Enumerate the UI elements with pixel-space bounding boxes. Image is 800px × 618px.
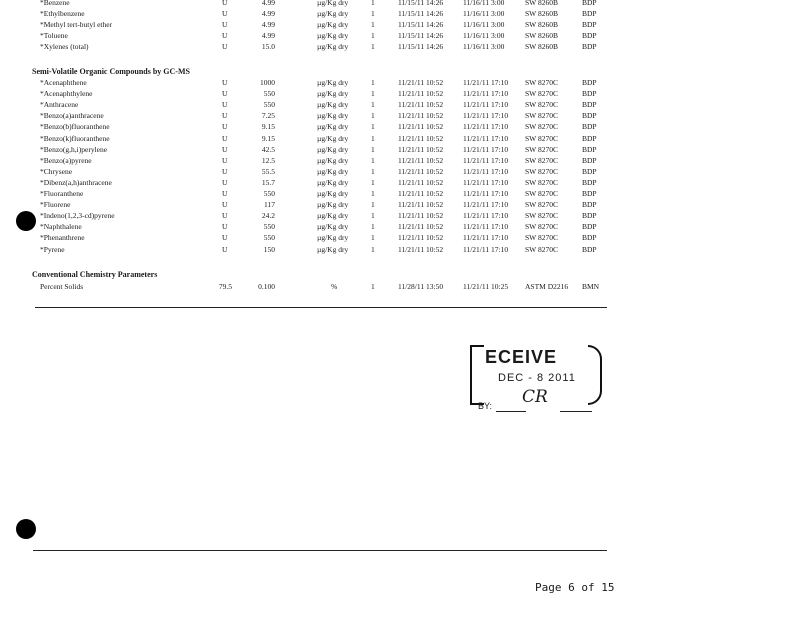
analyzed-date: 11/21/11 17:10 <box>463 144 509 154</box>
units: µg/Kg dry <box>317 200 349 210</box>
reporting-limit: 4.99 <box>261 20 275 29</box>
units: µg/Kg dry <box>317 244 349 254</box>
method: SW 8270C <box>525 200 558 210</box>
qualifier: U <box>222 42 228 51</box>
table-row <box>0 77 800 88</box>
analyte-name: *Fluoranthene <box>40 189 84 198</box>
method: SW 8260B <box>525 42 558 51</box>
qualifier: U <box>222 211 228 221</box>
table-row <box>0 30 800 41</box>
prepared-date: 11/21/11 10:52 <box>398 177 444 187</box>
qualifier: U <box>222 111 228 121</box>
analyzed-date: 11/21/11 17:10 <box>463 189 509 198</box>
qualifier: U <box>222 144 228 154</box>
reporting-limit: 4.99 <box>261 31 275 40</box>
dilution: 1 <box>371 155 375 165</box>
reporting-limit: 15.7 <box>261 177 275 187</box>
method: SW 8270C <box>525 89 558 99</box>
analyst: BDP <box>582 20 597 29</box>
analyst: BDP <box>582 166 597 176</box>
dilution: 1 <box>371 20 375 29</box>
reporting-limit: 550 <box>263 89 275 99</box>
analyte-name: *Fluorene <box>40 200 71 210</box>
method: SW 8270C <box>525 155 558 165</box>
dilution: 1 <box>371 0 375 7</box>
analyst: BDP <box>582 111 597 121</box>
qualifier: U <box>222 100 228 110</box>
table-row <box>0 177 800 188</box>
qualifier: U <box>222 133 228 143</box>
dilution: 1 <box>371 31 375 40</box>
analyte-name: *Benzo(a)anthracene <box>40 111 104 121</box>
method: SW 8260B <box>525 31 558 40</box>
table-row <box>0 244 800 255</box>
analyte-name: *Ethylbenzene <box>40 9 85 18</box>
method: SW 8270C <box>525 111 558 121</box>
analyzed-date: 11/21/11 17:10 <box>463 211 509 221</box>
analyst: BDP <box>582 177 597 187</box>
stamp-word: ECEIVE <box>485 347 558 367</box>
table-row <box>0 121 800 132</box>
units: µg/Kg dry <box>317 189 349 198</box>
stamp-date: DEC - 8 2011 <box>498 372 576 384</box>
prepared-date: 11/21/11 10:52 <box>398 133 444 143</box>
analyst: BDP <box>582 9 597 18</box>
analyte-name: *Naphthalene <box>40 222 82 232</box>
reporting-limit: 550 <box>263 222 275 232</box>
prepared-date: 11/21/11 10:52 <box>398 89 444 99</box>
analyst: BDP <box>582 31 597 40</box>
table-row <box>0 99 800 110</box>
analyte-name: *Benzene <box>40 0 70 7</box>
dilution: 1 <box>371 9 375 18</box>
method: SW 8270C <box>525 222 558 232</box>
conventional-heading: Conventional Chemistry Parameters <box>32 270 158 279</box>
units: % <box>331 282 338 291</box>
table-row <box>0 133 800 144</box>
units: µg/Kg dry <box>317 211 349 221</box>
method: SW 8270C <box>525 144 558 154</box>
dilution: 1 <box>371 144 375 154</box>
analyte-name: *Benzo(k)fluoranthene <box>40 133 110 143</box>
table-row <box>0 8 800 19</box>
units: µg/Kg dry <box>317 89 349 99</box>
analyte-name: *Chrysene <box>40 166 73 176</box>
dilution: 1 <box>371 282 375 291</box>
qualifier: U <box>222 222 228 232</box>
method: SW 8270C <box>525 122 558 132</box>
method: SW 8270C <box>525 233 558 243</box>
table-row <box>0 144 800 155</box>
qualifier: U <box>222 20 228 29</box>
stamp-d-glyph <box>588 345 602 405</box>
reporting-limit: 42.5 <box>261 144 275 154</box>
analyst: BDP <box>582 155 597 165</box>
svoc-heading: Semi-Volatile Organic Compounds by GC-MS <box>32 67 190 76</box>
units: µg/Kg dry <box>317 78 349 87</box>
analyzed-date: 11/16/11 3:00 <box>463 0 505 7</box>
analyzed-date: 11/21/11 10:25 <box>463 282 509 291</box>
units: µg/Kg dry <box>317 233 349 243</box>
dilution: 1 <box>371 166 375 176</box>
prepared-date: 11/21/11 10:52 <box>398 222 444 232</box>
reporting-limit: 9.15 <box>261 133 275 143</box>
dilution: 1 <box>371 133 375 143</box>
units: µg/Kg dry <box>317 20 349 29</box>
analyst: BDP <box>582 42 597 51</box>
footer-rule <box>33 550 607 551</box>
analyzed-date: 11/21/11 17:10 <box>463 155 509 165</box>
dilution: 1 <box>371 177 375 187</box>
qualifier: U <box>222 9 228 18</box>
units: µg/Kg dry <box>317 0 349 7</box>
reporting-limit: 15.0 <box>261 42 275 51</box>
stamp-r-glyph <box>470 345 484 405</box>
qualifier: U <box>222 31 228 40</box>
dilution: 1 <box>371 244 375 254</box>
method: SW 8270C <box>525 211 558 221</box>
analyzed-date: 11/21/11 17:10 <box>463 133 509 143</box>
table-row <box>0 199 800 210</box>
reporting-limit: 24.2 <box>261 211 275 221</box>
prepared-date: 11/21/11 10:52 <box>398 211 444 221</box>
percent-solids-row <box>0 281 800 292</box>
qualifier: U <box>222 155 228 165</box>
dilution: 1 <box>371 122 375 132</box>
qualifier: U <box>222 177 228 187</box>
dilution: 1 <box>371 100 375 110</box>
units: µg/Kg dry <box>317 42 349 51</box>
analyst: BDP <box>582 89 597 99</box>
stamp-initials: CR <box>522 387 548 407</box>
dilution: 1 <box>371 233 375 243</box>
analyzed-date: 11/16/11 3:00 <box>463 9 505 18</box>
dilution: 1 <box>371 78 375 87</box>
qualifier: U <box>222 78 228 87</box>
received-stamp <box>470 345 602 415</box>
method: SW 8260B <box>525 9 558 18</box>
units: µg/Kg dry <box>317 122 349 132</box>
method: SW 8270C <box>525 177 558 187</box>
analyte-name: *Phenanthrene <box>40 233 85 243</box>
analyzed-date: 11/21/11 17:10 <box>463 233 509 243</box>
units: µg/Kg dry <box>317 9 349 18</box>
reporting-limit: 1000 <box>260 78 275 87</box>
analyst: BDP <box>582 144 597 154</box>
method: SW 8270C <box>525 133 558 143</box>
units: µg/Kg dry <box>317 177 349 187</box>
result-value: 79.5 <box>218 282 232 291</box>
analyzed-date: 11/16/11 3:00 <box>463 31 505 40</box>
qualifier: U <box>222 244 228 254</box>
prepared-date: 11/21/11 10:52 <box>398 111 444 121</box>
qualifier: U <box>222 200 228 210</box>
table-row <box>0 19 800 30</box>
table-row <box>0 166 800 177</box>
stamp-by-label: BY: <box>478 401 493 411</box>
analyst: BDP <box>582 222 597 232</box>
reporting-limit: 550 <box>263 100 275 110</box>
analyzed-date: 11/21/11 17:10 <box>463 200 509 210</box>
reporting-limit: 55.5 <box>261 166 275 176</box>
analyst: BDP <box>582 200 597 210</box>
dilution: 1 <box>371 222 375 232</box>
analyst: BMN <box>582 282 600 291</box>
table-row <box>0 155 800 166</box>
analyst: BDP <box>582 100 597 110</box>
analyte-name: *Indeno(1,2,3-cd)pyrene <box>40 211 115 221</box>
method: SW 8270C <box>525 189 558 198</box>
units: µg/Kg dry <box>317 111 349 121</box>
qualifier: U <box>222 166 228 176</box>
qualifier: U <box>222 189 228 198</box>
reporting-limit: 550 <box>263 233 275 243</box>
reporting-limit: 7.25 <box>261 111 275 121</box>
analyzed-date: 11/21/11 17:10 <box>463 89 509 99</box>
prepared-date: 11/21/11 10:52 <box>398 189 444 198</box>
dilution: 1 <box>371 42 375 51</box>
reporting-limit: 150 <box>263 244 275 254</box>
units: µg/Kg dry <box>317 100 349 110</box>
analyte-name: *Acenaphthylene <box>40 89 93 99</box>
analyzed-date: 11/21/11 17:10 <box>463 222 509 232</box>
units: µg/Kg dry <box>317 31 349 40</box>
dilution: 1 <box>371 211 375 221</box>
units: µg/Kg dry <box>317 166 349 176</box>
reporting-limit: 4.99 <box>261 9 275 18</box>
prepared-date: 11/15/11 14:26 <box>398 0 444 7</box>
table-row <box>0 41 800 52</box>
reporting-limit: 117 <box>264 200 275 210</box>
qualifier: U <box>222 122 228 132</box>
reporting-limit: 4.99 <box>261 0 275 7</box>
analyzed-date: 11/16/11 3:00 <box>463 20 505 29</box>
units: µg/Kg dry <box>317 144 349 154</box>
qualifier: U <box>222 233 228 243</box>
method: SW 8270C <box>525 244 558 254</box>
analyte-name: Percent Solids <box>40 282 84 291</box>
table-row <box>0 221 800 232</box>
method: ASTM D2216 <box>525 282 569 291</box>
method: SW 8270C <box>525 166 558 176</box>
qualifier: U <box>222 89 228 99</box>
prepared-date: 11/21/11 10:52 <box>398 200 444 210</box>
prepared-date: 11/21/11 10:52 <box>398 144 444 154</box>
analyzed-date: 11/21/11 17:10 <box>463 111 509 121</box>
prepared-date: 11/15/11 14:26 <box>398 42 444 51</box>
page-number: Page 6 of 15 <box>535 581 615 594</box>
reporting-limit: 0.100 <box>258 282 275 291</box>
analyst: BDP <box>582 189 597 198</box>
analyzed-date: 11/21/11 17:10 <box>463 166 509 176</box>
analyst: BDP <box>582 78 597 87</box>
analyst: BDP <box>582 122 597 132</box>
prepared-date: 11/21/11 10:52 <box>398 100 444 110</box>
hole-punch-icon <box>16 211 36 231</box>
analyte-name: *Xylenes (total) <box>40 42 89 51</box>
analyzed-date: 11/21/11 17:10 <box>463 100 509 110</box>
prepared-date: 11/21/11 10:52 <box>398 233 444 243</box>
analyst: BDP <box>582 244 597 254</box>
analyzed-date: 11/16/11 3:00 <box>463 42 505 51</box>
units: µg/Kg dry <box>317 155 349 165</box>
table-row <box>0 110 800 121</box>
table-row <box>0 210 800 221</box>
analyst: BDP <box>582 211 597 221</box>
prepared-date: 11/21/11 10:52 <box>398 78 444 87</box>
analyte-name: *Benzo(a)pyrene <box>40 155 92 165</box>
stamp-signature-line-2 <box>560 411 592 412</box>
method: SW 8270C <box>525 78 558 87</box>
hole-punch-icon <box>16 519 36 539</box>
prepared-date: 11/21/11 10:52 <box>398 166 444 176</box>
method: SW 8270C <box>525 100 558 110</box>
reporting-limit: 9.15 <box>261 122 275 132</box>
prepared-date: 11/28/11 13:50 <box>398 282 444 291</box>
analyte-name: *Benzo(g,h,i)perylene <box>40 144 108 154</box>
units: µg/Kg dry <box>317 222 349 232</box>
qualifier: U <box>222 0 228 7</box>
analyte-name: *Pyrene <box>40 244 65 254</box>
prepared-date: 11/21/11 10:52 <box>398 155 444 165</box>
analyte-name: *Dibenz(a,h)anthracene <box>40 177 112 187</box>
table-row <box>0 88 800 99</box>
dilution: 1 <box>371 200 375 210</box>
analyzed-date: 11/21/11 17:10 <box>463 122 509 132</box>
reporting-limit: 550 <box>263 189 275 198</box>
prepared-date: 11/21/11 10:52 <box>398 122 444 132</box>
analyst: BDP <box>582 0 597 7</box>
analyzed-date: 11/21/11 17:10 <box>463 244 509 254</box>
analyte-name: *Anthracene <box>40 100 79 110</box>
prepared-date: 11/15/11 14:26 <box>398 9 444 18</box>
prepared-date: 11/15/11 14:26 <box>398 31 444 40</box>
table-row <box>0 232 800 243</box>
analyte-name: *Methyl tert-butyl ether <box>40 20 113 29</box>
analyte-name: *Acenaphthene <box>40 78 87 87</box>
table-end-rule <box>35 307 607 308</box>
analyzed-date: 11/21/11 17:10 <box>463 177 509 187</box>
dilution: 1 <box>371 189 375 198</box>
units: µg/Kg dry <box>317 133 349 143</box>
table-row <box>0 0 800 8</box>
prepared-date: 11/15/11 14:26 <box>398 20 444 29</box>
analyte-name: *Toluene <box>40 31 68 40</box>
method: SW 8260B <box>525 20 558 29</box>
analyst: BDP <box>582 233 597 243</box>
method: SW 8260B <box>525 0 558 7</box>
dilution: 1 <box>371 89 375 99</box>
stamp-signature-line <box>496 411 526 412</box>
analyst: BDP <box>582 133 597 143</box>
dilution: 1 <box>371 111 375 121</box>
analyzed-date: 11/21/11 17:10 <box>463 78 509 87</box>
reporting-limit: 12.5 <box>261 155 275 165</box>
table-row <box>0 188 800 199</box>
prepared-date: 11/21/11 10:52 <box>398 244 444 254</box>
analyte-name: *Benzo(b)fluoranthene <box>40 122 110 132</box>
